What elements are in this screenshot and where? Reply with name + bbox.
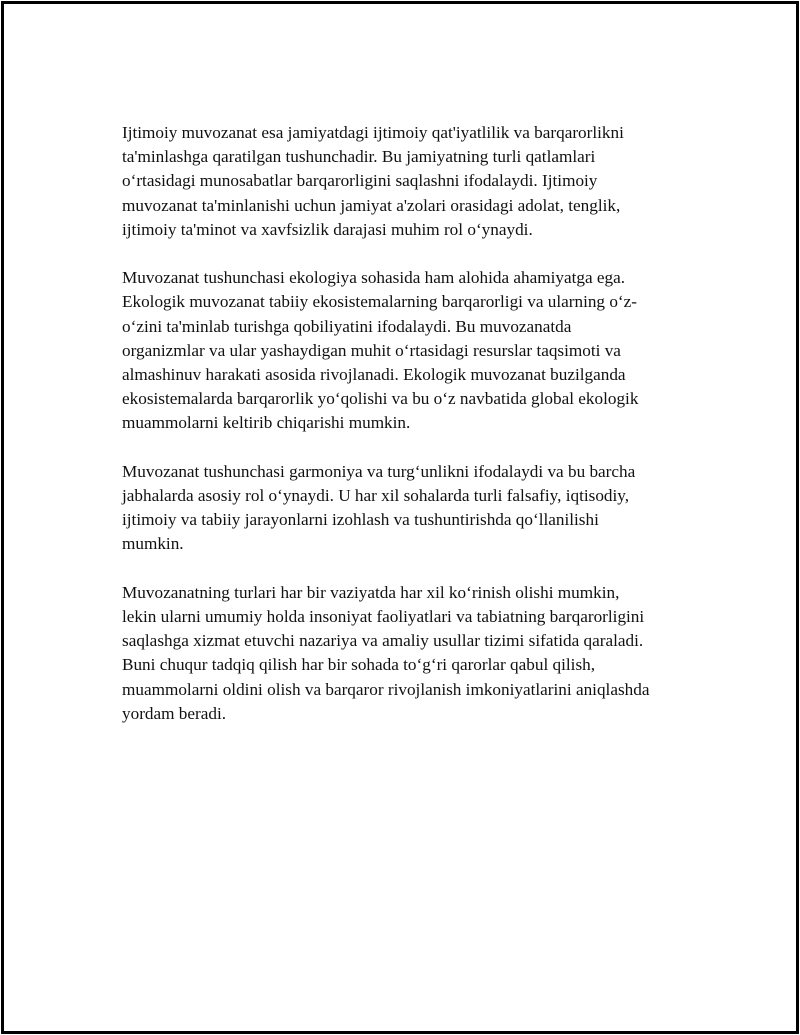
page-frame xyxy=(1,1,799,1034)
text-line: almashinuv harakati asosida rivojlanadi. Ekologik muvozanat buzilganda xyxy=(122,365,626,385)
text-line: yordam beradi. xyxy=(122,703,227,723)
text-line: ta'minlashga qaratilgan tushunchadir. Bu jamiyatning turli qatlamlari xyxy=(122,147,596,167)
text-line: Muvozanatning turlari har bir vaziyatda har xil ko‘rinish olishi mumkin, xyxy=(122,582,620,602)
document-body xyxy=(122,121,712,750)
text-line: Muvozanat tushunchasi garmoniya va turg‘unlikni ifodalaydi va bu barcha xyxy=(122,461,636,481)
paragraph-ecological-balance xyxy=(122,266,712,435)
text-line: Buni chuqur tadqiq qilish har bir sohada to‘g‘ri qarorlar qabul qilish, xyxy=(122,655,596,675)
text-line: Ekologik muvozanat tabiiy ekosistemalarning barqarorligi va ularning o‘z- xyxy=(122,292,637,312)
text-line: muammolarni oldini olish va barqaror rivojlanish imkoniyatlarini aniqlashda xyxy=(122,679,650,699)
paragraph-harmony xyxy=(122,460,712,557)
text-line: ekosistemalarda barqarorlik yo‘qolishi va bu o‘z navbatida global ekologik xyxy=(122,389,639,409)
text-line: Muvozanat tushunchasi ekologiya sohasida ham alohida ahamiyatga ega. xyxy=(122,268,626,288)
text-line: ijtimoiy va tabiiy jarayonlarni izohlash va tushuntirishda qo‘llanilishi xyxy=(122,510,599,530)
text-line: lekin ularni umumiy holda insoniyat faoliyatlari va tabiatning barqarorligini xyxy=(122,607,645,627)
text-line: o‘zini ta'minlab turishga qobiliyatini ifodalaydi. Bu muvozanatda xyxy=(122,316,572,336)
paragraph-social-balance xyxy=(122,121,712,242)
text-line: ijtimoiy ta'minot va xavfsizlik darajasi muhim rol o‘ynaydi. xyxy=(122,219,533,239)
text-line: muvozanat ta'minlanishi uchun jamiyat a'zolari orasidagi adolat, tenglik, xyxy=(122,195,621,215)
text-line: muammolarni keltirib chiqarishi mumkin. xyxy=(122,413,411,433)
text-line: mumkin. xyxy=(122,534,184,554)
text-line: o‘rtasidagi munosabatlar barqarorligini saqlashni ifodalaydi. Ijtimoiy xyxy=(122,171,598,191)
text-line: organizmlar va ular yashaydigan muhit o‘rtasidagi resurslar taqsimoti va xyxy=(122,340,621,360)
text-line: jabhalarda asosiy rol o‘ynaydi. U har xil sohalarda turli falsafiy, iqtisodiy, xyxy=(122,486,630,506)
text-line: Ijtimoiy muvozanat esa jamiyatdagi ijtimoiy qat'iyatlilik va barqarorlikni xyxy=(122,123,624,142)
paragraph-balance-types xyxy=(122,581,712,726)
text-line: saqlashga xizmat etuvchi nazariya va amaliy usullar tizimi sifatida qaraladi. xyxy=(122,631,644,651)
